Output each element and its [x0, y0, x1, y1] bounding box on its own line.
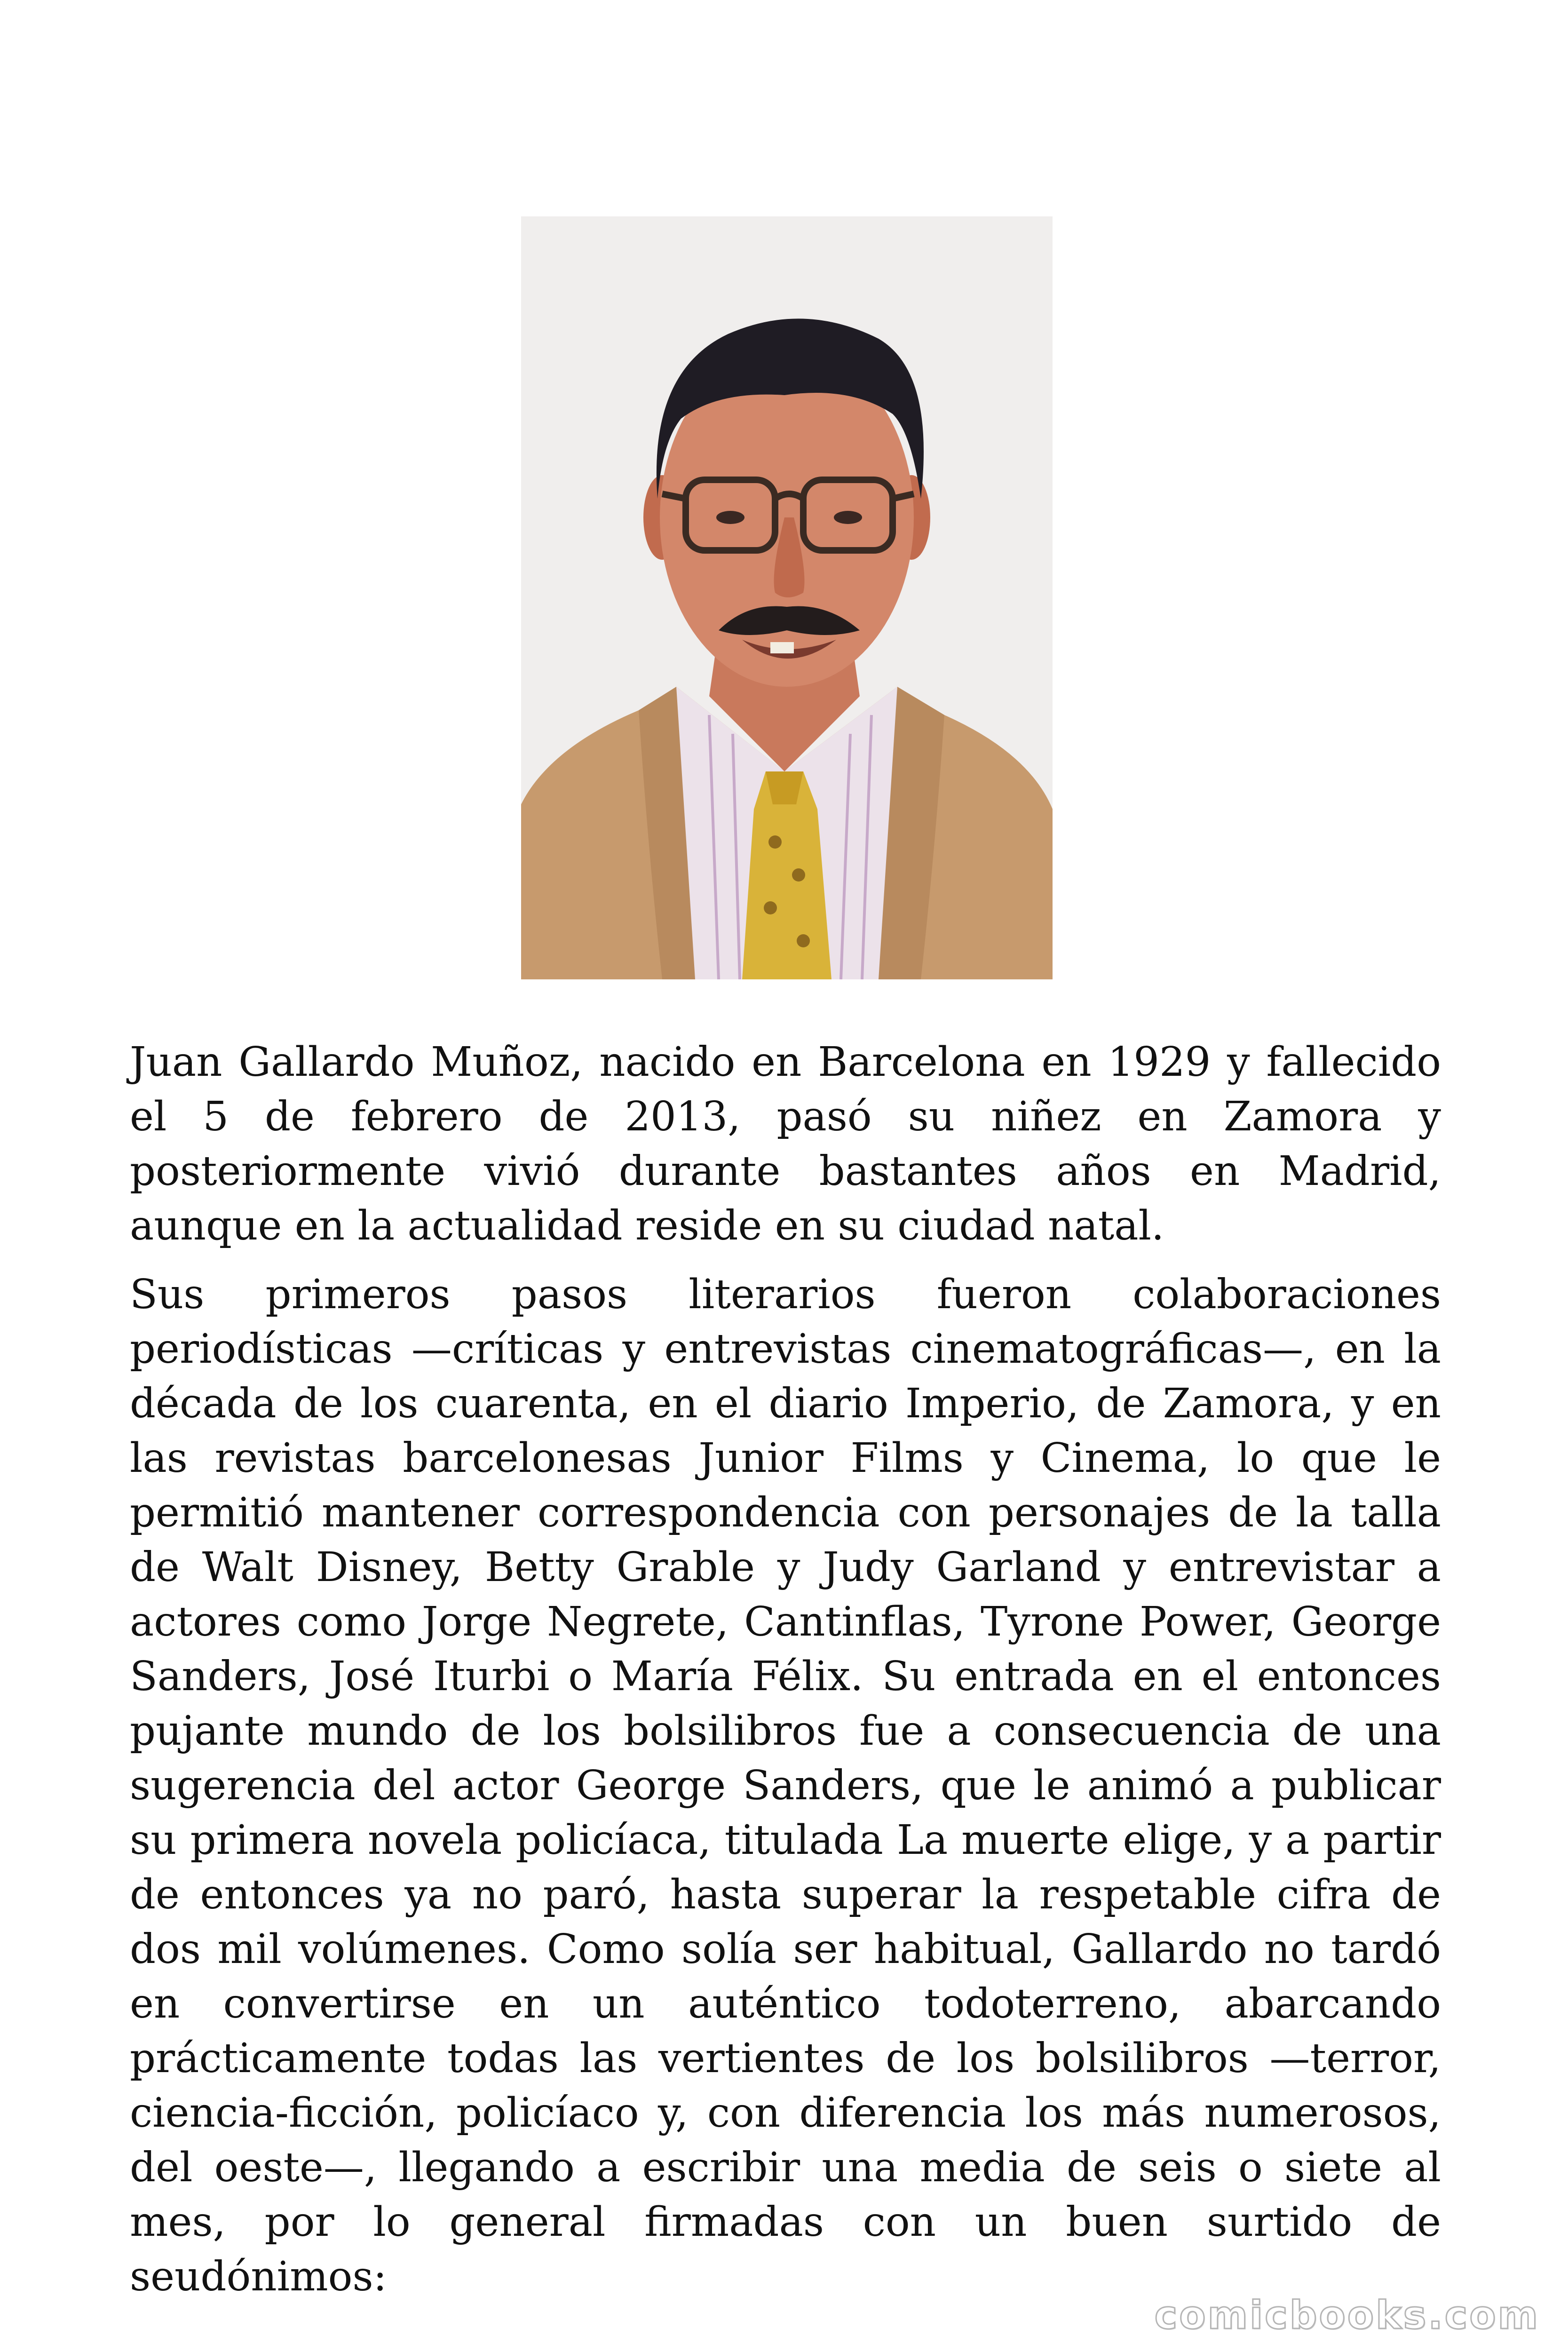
paragraph-intro: Juan Gallardo Muñoz, nacido en Barcelona en 1929 y fallecido el 5 de febrero de 2013, pasó su niñez en Zamora y posteriormente vivió durante bastantes años en Madrid, aunque en la actualidad reside en su ciudad natal.: [130, 1039, 1441, 1249]
portrait-illustration: [521, 216, 1053, 979]
paragraph-career: Sus primeros pasos literarios fueron colaboraciones periodísticas —críticas y entrevistas cinematográficas—, en la década de los cuarenta, en el diario Imperio, de Zamora, y en las revistas barcelonesas Junior Films y Cinema, lo que le permitió mantener correspondencia con personajes de la talla de Walt Disney, Betty Grable y Judy Garland y entrevistar a actores como Jorge Negrete, Cantinflas, Tyrone Power, George Sanders, José Iturbi o María Félix. Su entrada en el entonces pujante mundo de los bolsilibros fue a consecuencia de una sugerencia del actor George Sanders, que le animó a publicar su primera novela policíaca, titulada La muerte elige, y a partir de entonces ya no paró, hasta superar la respetable cifra de dos mil volúmenes. Como solía ser habitual, Gallardo no tardó en convertirse en un auténtico todoterreno, abarcando prácticamente todas las vertientes de los bolsilibros —terror, ciencia-ficción, policíaco y, con diferencia los más numerosos, del oeste—, llegando a escribir una media de seis o siete al mes, por lo general firmadas con un buen surtido de seudónimos:: [130, 1271, 1441, 2300]
author-portrait: [521, 216, 1053, 979]
biography-text: [130, 1035, 1441, 2318]
site-watermark: comicbooks.com: [1154, 2293, 1540, 2338]
